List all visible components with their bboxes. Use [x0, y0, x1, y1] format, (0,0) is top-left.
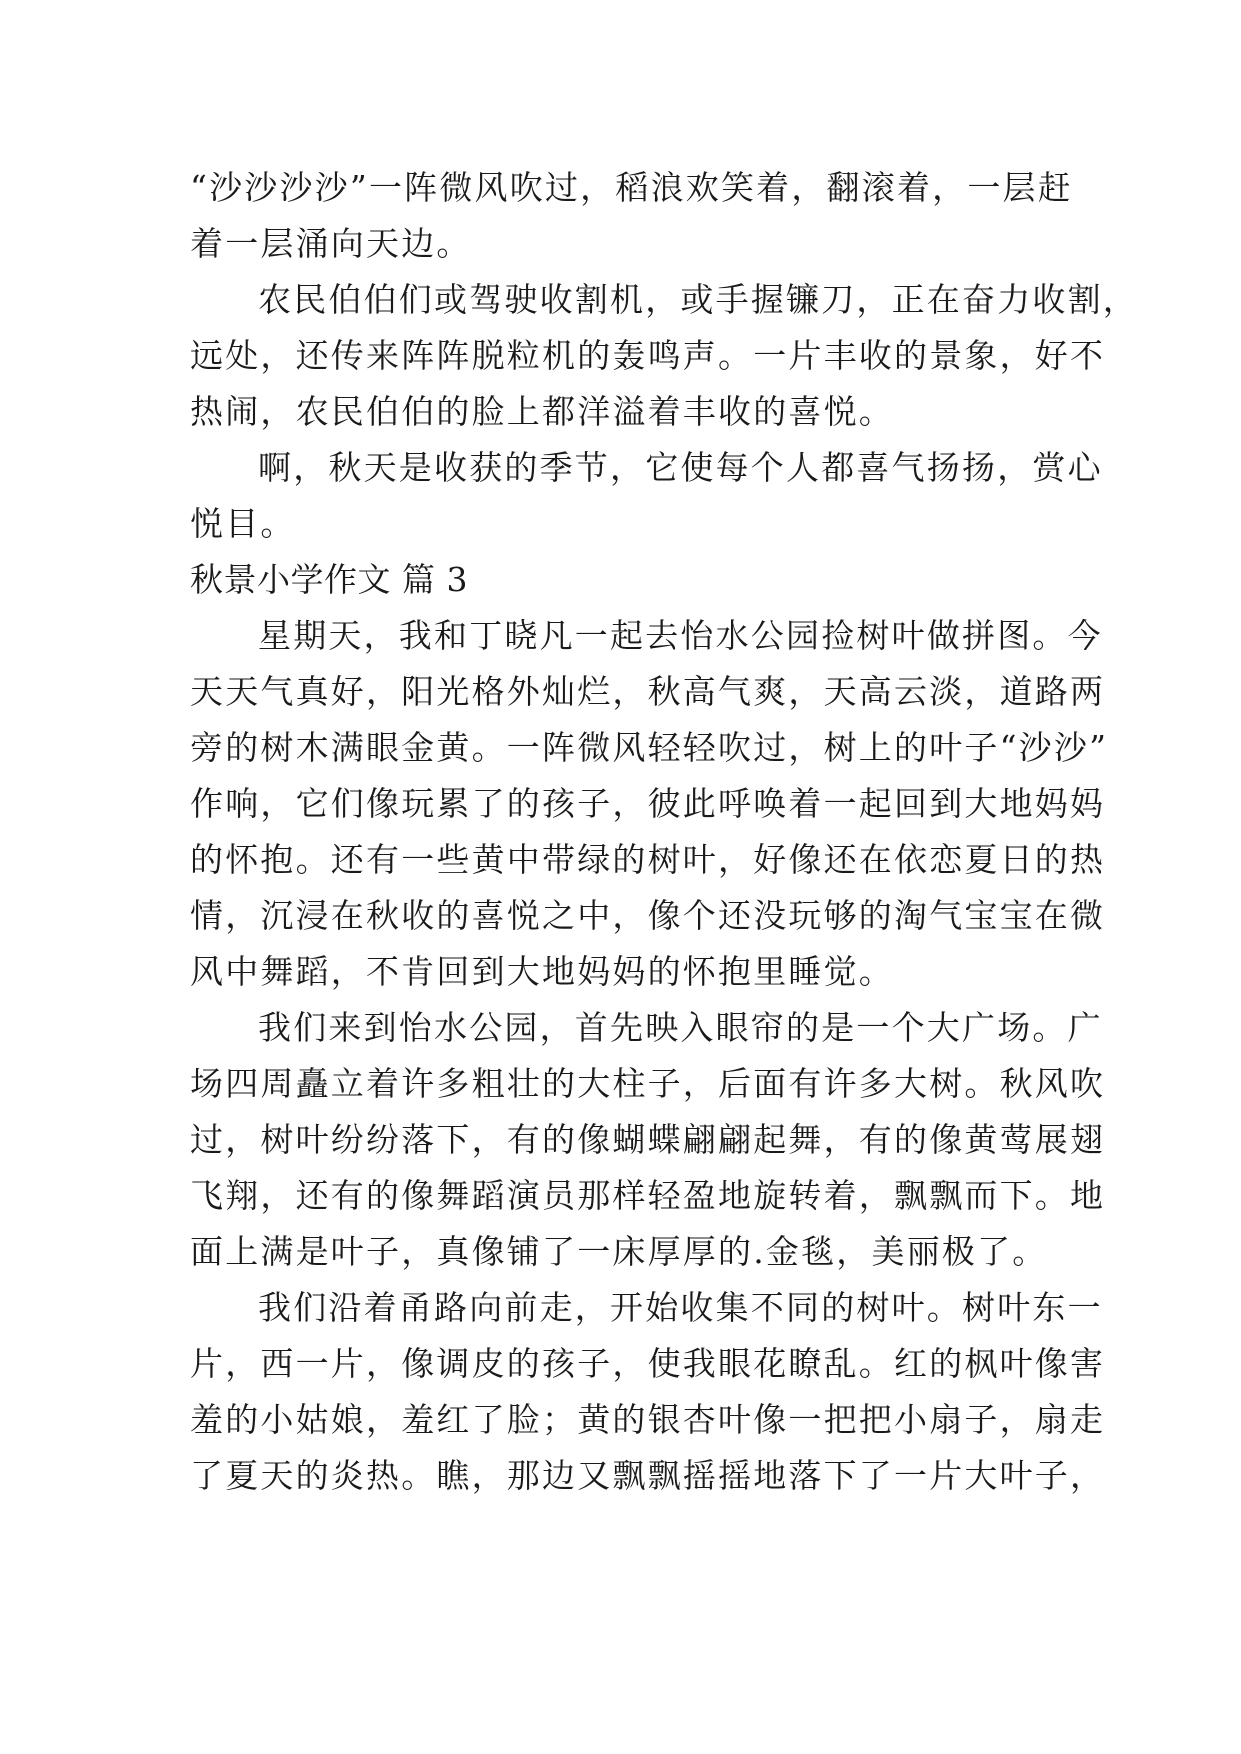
- text-line: 飞翔，还有的像舞蹈演员那样轻盈地旋转着，飘飘而下。地: [190, 1176, 1106, 1215]
- text-line: 天天气真好，阳光格外灿烂，秋高气爽，天高云淡，道路两: [190, 672, 1106, 711]
- paragraph: [190, 160, 1073, 272]
- text-line: “沙沙沙沙”一阵微风吹过，稻浪欢笑着，翻滚着，一层赶: [190, 168, 1073, 207]
- text-line: 情，沉浸在秋收的喜悦之中，像个还没玩够的淘气宝宝在微: [190, 896, 1106, 935]
- text-line: 农民伯伯们或驾驶收割机，或手握镰刀，正在奋力收割，: [258, 280, 1138, 319]
- text-line: 星期天，我和丁晓凡一起去怡水公园捡树叶做拼图。今: [258, 616, 1103, 655]
- text-line: 远处，还传来阵阵脱粒机的轰鸣声。一片丰收的景象，好不: [190, 336, 1106, 375]
- paragraph: [190, 608, 1109, 1000]
- text-line: 我们来到怡水公园，首先映入眼帘的是一个大广场。广: [258, 1008, 1103, 1047]
- document-page: [190, 160, 1138, 1504]
- text-line: 着一层涌向天边。: [190, 224, 472, 263]
- text-line: 悦目。: [190, 504, 296, 543]
- text-line: 场四周矗立着许多粗壮的大柱子，后面有许多大树。秋风吹: [190, 1064, 1106, 1103]
- text-line: 片，西一片，像调皮的孩子，使我眼花瞭乱。红的枫叶像害: [190, 1344, 1106, 1383]
- text-line: 了夏天的炎热。瞧，那边又飘飘摇摇地落下了一片大叶子，: [190, 1456, 1106, 1495]
- text-line: 旁的树木满眼金黄。一阵微风轻轻吹过，树上的叶子“沙沙”: [190, 728, 1109, 767]
- text-line: 过，树叶纷纷落下，有的像蝴蝶翩翩起舞，有的像黄莺展翅: [190, 1120, 1106, 1159]
- paragraph: [190, 1000, 1106, 1280]
- text-line: 啊，秋天是收获的季节，它使每个人都喜气扬扬，赏心: [258, 448, 1103, 487]
- text-line: 我们沿着甬路向前走，开始收集不同的树叶。树叶东一: [258, 1288, 1103, 1327]
- text-line: 面上满是叶子，真像铺了一床厚厚的.金毯，美丽极了。: [190, 1232, 1048, 1271]
- text-line: 的怀抱。还有一些黄中带绿的树叶，好像还在依恋夏日的热: [190, 840, 1106, 879]
- text-line: 风中舞蹈，不肯回到大地妈妈的怀抱里睡觉。: [190, 952, 894, 991]
- section-heading: [190, 552, 1070, 608]
- paragraph: [190, 272, 1138, 440]
- heading-line: 秋景小学作文 篇 3: [190, 560, 468, 599]
- text-line: 羞的小姑娘，羞红了脸；黄的银杏叶像一把把小扇子，扇走: [190, 1400, 1106, 1439]
- paragraph: [190, 440, 1103, 552]
- text-line: 作响，它们像玩累了的孩子，彼此呼唤着一起回到大地妈妈: [190, 784, 1106, 823]
- paragraph: [190, 1280, 1106, 1504]
- text-line: 热闹，农民伯伯的脸上都洋溢着丰收的喜悦。: [190, 392, 894, 431]
